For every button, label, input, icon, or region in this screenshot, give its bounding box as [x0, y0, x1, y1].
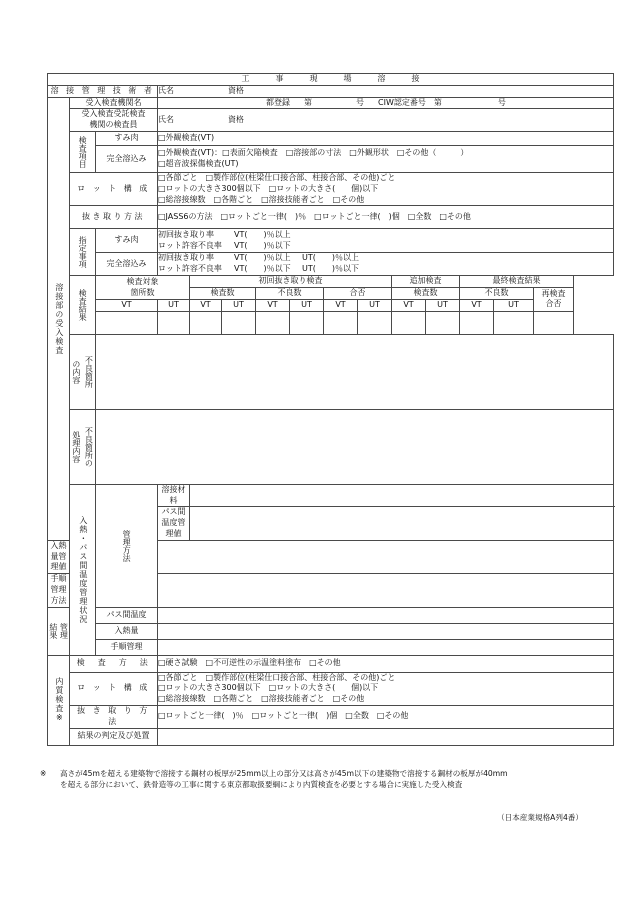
lot-composition-row	[48, 172, 614, 205]
fullpen-first-rate-vt[interactable]: VT( )％以上	[234, 253, 291, 263]
heat-method-value-0[interactable]	[190, 484, 614, 507]
inspector-label	[70, 109, 158, 132]
results-vtut-header-row	[48, 299, 614, 311]
footnote-line2: を超える部分において、鉄骨造等の工事に関する東京都取扱要綱により内質検査を必要とする場合に実施した受入検査	[60, 780, 463, 790]
form-sheet	[47, 73, 583, 746]
fillet-label: すみ肉	[96, 131, 158, 145]
results-reinspect-line2: 合否	[545, 299, 562, 309]
results-value-11[interactable]	[494, 311, 534, 334]
internal-judgement-label: 結果の判定及び処置	[70, 728, 158, 745]
fullpen-defect-rate-ut[interactable]: UT( )％以下	[302, 264, 359, 274]
results-target-line1: 検査対象	[126, 276, 159, 286]
heat-result-label-2: 手順管理	[96, 639, 158, 655]
results-col-0: VT	[96, 299, 158, 311]
defect-content-label	[70, 334, 96, 409]
heat-result-label-0: パス間温度	[96, 607, 158, 623]
heat-method-label-1: パス間温度管理値	[158, 507, 190, 540]
ciw-number-label: CIW認定番号	[378, 97, 426, 107]
weld-acceptance-side-label	[48, 97, 70, 540]
fullpen-first-rate-label: 初回抜き取り率	[158, 253, 214, 263]
fillet-options[interactable]: □外観検査(VT)	[158, 131, 614, 145]
lot-option-line3[interactable]: □総溶接線数 □各階ごと □溶接技能者ごと □その他	[158, 194, 365, 204]
defect-treatment-label	[70, 409, 96, 484]
heat-method-label-2: 入熱量管理値	[48, 540, 70, 573]
internal-lot-line1[interactable]: □各節ごと □製作部位(柱梁仕口接合部、柱接合部、その他)ごと	[158, 672, 396, 682]
specified-items-label	[70, 229, 96, 276]
results-col-6: VT	[324, 299, 358, 311]
heat-result-row-2	[48, 639, 614, 655]
internal-lot-line3[interactable]: □総溶接線数 □各階ごと □溶接技能者ごと □その他	[158, 694, 365, 704]
results-value-3[interactable]	[222, 311, 256, 334]
fillet-first-rate-label: 初回抜き取り率	[158, 229, 214, 239]
fullpen-first-rate-ut[interactable]: UT( )％以上	[302, 253, 359, 263]
heat-result-label-a: 管理	[59, 623, 69, 640]
results-value-8[interactable]	[392, 311, 426, 334]
results-sub-defect-count-2: 不良数	[460, 288, 534, 300]
footnote	[40, 768, 588, 791]
specified-fillet-label: すみ肉	[96, 229, 158, 253]
results-value-4[interactable]	[256, 311, 290, 334]
results-value-row	[48, 311, 614, 334]
lot-composition-options[interactable]	[158, 172, 614, 205]
specified-fillet-values[interactable]	[158, 229, 614, 253]
title-row	[48, 74, 614, 86]
lot-composition-label: ロ ッ ト 構 成	[70, 172, 158, 205]
heat-method-value-3[interactable]	[158, 574, 614, 607]
heat-result-label-b: 結果	[48, 623, 58, 640]
agency-name-row	[48, 97, 614, 109]
specified-items-label-text: 指定事項	[78, 236, 88, 269]
internal-quality-side-text: 内質検査※	[54, 677, 64, 724]
heat-method-label-3: 手順管理方法	[48, 574, 70, 607]
defect-content-label-line1: 不良箇所	[84, 355, 94, 388]
heat-result-value-1[interactable]	[158, 623, 614, 639]
results-target-group	[96, 276, 190, 300]
agency-gou1: 号	[356, 97, 364, 107]
paper-size-note: （日本産業規格A列4番）	[497, 813, 583, 822]
agency-dai2: 第	[433, 97, 442, 107]
sampling-method-row	[48, 206, 614, 229]
defect-content-label-line2: の内容	[71, 359, 81, 384]
inspector-name-label: 氏名	[158, 114, 174, 124]
results-value-5[interactable]	[290, 311, 324, 334]
defect-content-row	[48, 334, 614, 409]
internal-sampling-options[interactable]: □ロットごと一律( )％ □ロットごと一律( )個 □全数 □その他	[158, 705, 614, 728]
heat-method-label-text: 管理方法	[122, 529, 132, 562]
results-first-sampling-group: 初回抜き取り検査	[190, 276, 392, 288]
welding-manager-row	[48, 85, 614, 97]
internal-lot-label: ロ ッ ト 構 成	[70, 672, 158, 705]
fullpen-label: 完全溶込み	[96, 146, 158, 173]
form-title: 工 事 現 場 溶 接	[48, 74, 614, 86]
defect-content-value[interactable]	[96, 334, 614, 409]
agency-reg-label: 都登録	[266, 97, 290, 107]
results-col-8: VT	[392, 299, 426, 311]
heat-method-label	[96, 484, 158, 607]
results-value-7[interactable]	[358, 311, 392, 334]
welding-inspection-form	[47, 73, 614, 746]
results-col-3: UT	[222, 299, 256, 311]
heat-result-value-0[interactable]	[158, 607, 614, 623]
inspector-label-line1: 受入検査受託検査	[81, 109, 146, 119]
results-col-10: VT	[460, 299, 494, 311]
results-sub-reinspect	[534, 288, 574, 312]
internal-quality-side-label	[48, 655, 70, 745]
results-col-4: VT	[256, 299, 290, 311]
results-value-12[interactable]	[534, 311, 574, 334]
weld-acceptance-side-text: 溶接部の受入検査	[54, 282, 64, 355]
inspector-fields	[158, 109, 614, 132]
lot-option-line2[interactable]: □ロットの大きさ300個以下 □ロットの大きさ( 個)以下	[158, 183, 379, 193]
welding-manager-label: 溶 接 管 理 技 術 者	[48, 85, 158, 97]
specified-fillet-row	[48, 229, 614, 253]
internal-method-label: 検 査 方 法	[70, 655, 158, 672]
inspection-items-label	[70, 131, 96, 172]
defect-treatment-label-line2: 処理内容	[71, 430, 81, 463]
results-label-text: 検査結果	[78, 289, 88, 322]
sampling-method-options[interactable]: □JASS6の方法 □ロットごと一律( )％ □ロットごと一律( )個 □全数 □その他	[158, 206, 614, 229]
internal-lot-options[interactable]	[158, 672, 614, 705]
results-value-0[interactable]	[96, 311, 158, 334]
fillet-first-rate-vt[interactable]: VT( )％以上	[234, 229, 291, 239]
heat-section-side-label	[70, 484, 96, 655]
fullpen-defect-rate-vt[interactable]: VT( )％以下	[234, 264, 291, 274]
results-label	[70, 276, 96, 334]
inspection-item-fillet-row	[48, 131, 614, 145]
results-sub-inspect-count-1: 検査数	[190, 288, 256, 300]
sampling-method-label: 抜き取り方法	[70, 206, 158, 229]
results-sub-passfail-1: 合否	[324, 288, 392, 300]
results-target-line2: 箇所数	[130, 287, 155, 297]
fullpen-options[interactable]	[158, 146, 614, 173]
agency-name-label: 受入検査機関名	[70, 97, 158, 109]
inspector-label-line2: 機関の検査員	[89, 120, 138, 130]
results-col-11: UT	[494, 299, 534, 311]
heat-method-value-2[interactable]	[158, 540, 614, 573]
heat-method-row-0	[48, 484, 614, 507]
results-value-6[interactable]	[324, 311, 358, 334]
results-col-2: VT	[190, 299, 222, 311]
agency-dai1: 第	[304, 97, 312, 107]
results-sub-defect-count-1: 不良数	[256, 288, 324, 300]
internal-lot-line2[interactable]: □ロットの大きさ300個以下 □ロットの大きさ( 個)以下	[158, 683, 379, 693]
inspection-items-label-text: 検査項目	[78, 135, 88, 168]
inspector-row	[48, 109, 614, 132]
results-value-2[interactable]	[190, 311, 222, 334]
agency-name-fields	[158, 97, 614, 109]
fullpen-defect-rate-label: ロット許容不良率	[158, 264, 222, 274]
fillet-defect-rate-label: ロット許容不良率	[158, 240, 222, 250]
defect-treatment-label-line1: 不良箇所の	[84, 426, 94, 467]
results-col-7: UT	[358, 299, 392, 311]
lot-option-line1[interactable]: □各節ごと □製作部位(柱梁仕口接合部、柱接合部、その他)ごと	[158, 172, 396, 182]
heat-result-row-1	[48, 623, 614, 639]
results-group-header-row	[48, 276, 614, 288]
results-col-9: UT	[426, 299, 460, 311]
results-reinspect-line1: 再検査	[541, 288, 566, 298]
results-col-1: UT	[158, 299, 190, 311]
fullpen-option-line1[interactable]: □外観検査(VT)：□表面欠陥検査 □溶接部の寸法 □外観形状 □その他（ ）	[158, 148, 469, 158]
results-final-group: 最終検査結果	[460, 276, 574, 288]
defect-treatment-value[interactable]	[96, 409, 614, 484]
heat-section-side-text: 入熱・パス間温度管理状況	[78, 515, 88, 624]
internal-sampling-row	[48, 705, 614, 728]
internal-lot-row	[48, 672, 614, 705]
agency-gou2: 号	[497, 97, 506, 107]
specified-fullpen-values[interactable]	[158, 252, 614, 276]
internal-method-options[interactable]: □硬さ試験 □不可逆性の示温塗料塗布 □その他	[158, 655, 614, 672]
defect-treatment-row	[48, 409, 614, 484]
inspection-item-fullpen-row	[48, 146, 614, 173]
internal-method-row	[48, 655, 614, 672]
internal-judgement-value[interactable]	[158, 728, 614, 745]
fillet-defect-rate-vt[interactable]: VT( )％以下	[234, 240, 291, 250]
heat-method-value-1[interactable]	[190, 507, 614, 540]
results-sub-inspect-count-2: 検査数	[392, 288, 460, 300]
heat-result-value-2[interactable]	[158, 639, 614, 655]
heat-result-row-0	[48, 607, 614, 623]
results-additional-group: 追加検査	[392, 276, 460, 288]
internal-sampling-label: 抜 き 取 り 方 法	[70, 705, 158, 728]
footnote-mark: ※	[40, 769, 47, 778]
heat-result-label-1: 入熱量	[96, 623, 158, 639]
welding-manager-fields	[158, 85, 614, 97]
specified-fullpen-label: 完全溶込み	[96, 252, 158, 276]
results-value-10[interactable]	[460, 311, 494, 334]
specified-fullpen-row	[48, 252, 614, 276]
results-col-5: UT	[290, 299, 324, 311]
inspector-qualification-label: 資格	[228, 114, 244, 124]
internal-judgement-row	[48, 728, 614, 745]
heat-method-label-0: 溶接材料	[158, 484, 190, 507]
heat-result-label	[48, 607, 70, 655]
footnote-line1: 高さが45mを超える建築物で溶接する鋼材の板厚が25mm以上の部分又は高さが45m以下の建築物で溶接する鋼材の板厚が40mm	[60, 769, 508, 778]
fullpen-option-line2[interactable]: □超音波探傷検査(UT)	[158, 159, 239, 169]
results-value-9[interactable]	[426, 311, 460, 334]
results-value-1[interactable]	[158, 311, 190, 334]
manager-qualification-label: 資格	[228, 85, 244, 95]
manager-name-label: 氏名	[158, 85, 174, 95]
